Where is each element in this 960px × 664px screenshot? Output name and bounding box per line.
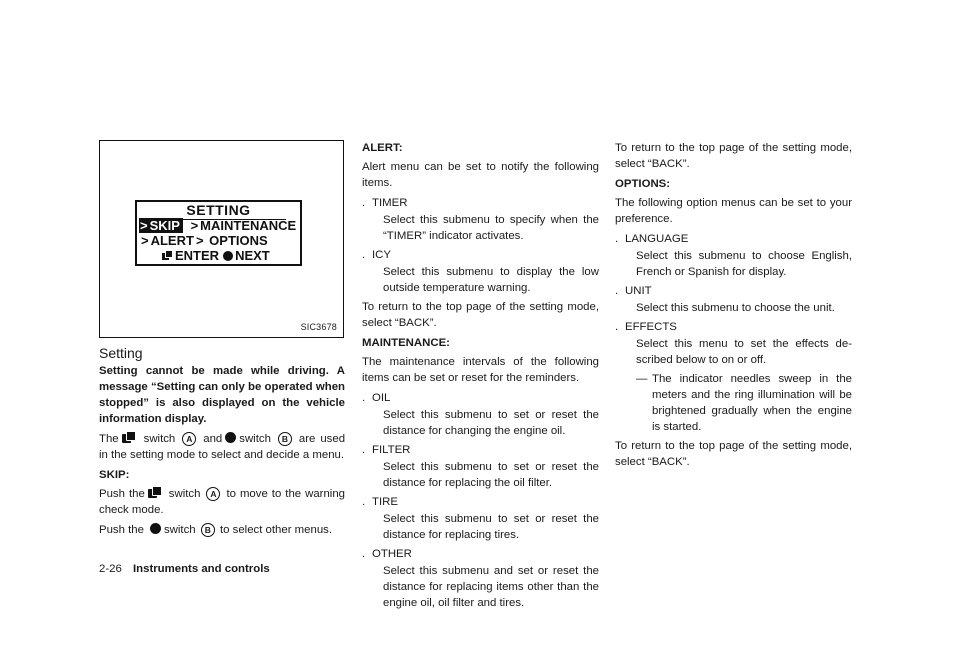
- list-item-description: Select this submenu to set or reset the distance for replacing the oil filter.: [383, 461, 599, 489]
- lcd-options: OPTIONS: [209, 233, 268, 248]
- section-title: Setting: [99, 345, 143, 361]
- figure-code: SIC3678: [300, 322, 337, 332]
- lcd-title: SETTING: [186, 202, 251, 218]
- list-item: . OIL: [362, 392, 391, 404]
- lcd-maintenance: MAINTENANCE: [200, 218, 297, 233]
- callout-a-icon: A: [182, 432, 196, 446]
- options-heading: OPTIONS:: [615, 178, 671, 190]
- list-item-description: Select this submenu to set or reset the distance for replacing tires.: [383, 513, 599, 541]
- list-item: . FILTER: [362, 444, 411, 456]
- callout-a-icon: A: [206, 487, 220, 501]
- list-item: . ICY: [362, 249, 391, 261]
- alert-intro: Alert menu can be set to notify the following items.: [362, 161, 599, 189]
- lcd-row-2: [139, 233, 268, 249]
- page-footer: [99, 563, 270, 575]
- options-intro: The following option menus can be set to your preference.: [615, 197, 852, 225]
- chevron-right-icon: >: [141, 233, 149, 248]
- column-1: [99, 363, 345, 542]
- list-item-description: Select this submenu and set or reset the distance for replacing items other than the engine oil, oil filter and tires.: [383, 565, 599, 609]
- maintenance-intro: The maintenance intervals of the following items can be set or reset for the reminders.: [362, 356, 599, 384]
- chevron-right-icon: >: [140, 218, 148, 233]
- column-3: [615, 140, 852, 474]
- alert-heading: ALERT:: [362, 142, 403, 154]
- lcd-enter: ENTER: [175, 248, 220, 263]
- chevron-right-icon: >: [195, 233, 204, 248]
- column-2: [362, 140, 599, 614]
- intro-paragraph: The switch A and switch B are used in the setting mode to select and decide a menu.: [99, 433, 346, 461]
- skip-paragraph-2: Push the switch B to select other menus.: [99, 524, 333, 536]
- setting-display-figure: [99, 140, 344, 338]
- skip-paragraph-1: Push the switch A to move to the warning check mode.: [99, 488, 345, 516]
- next-switch-icon: [223, 251, 233, 261]
- warning-text: Setting cannot be made while driving. A message “Setting can only be operated when stopped” is also displayed on the vehicle information display.: [99, 365, 345, 425]
- callout-b-icon: B: [278, 432, 292, 446]
- enter-switch-icon: [148, 486, 162, 499]
- skip-heading: SKIP:: [99, 469, 130, 481]
- lcd-alert: ALERT: [150, 233, 194, 248]
- chevron-right-icon: >: [190, 218, 199, 233]
- list-item-description: Select this menu to set the effects de-scribed below to on or off.: [636, 338, 852, 366]
- chapter-title: Instruments and controls: [132, 563, 270, 575]
- effects-detail: — The indicator needles sweep in the meters and the ring illumination will be brightened gradually when the engine is started.: [636, 373, 852, 433]
- lcd-screen-illustration: [135, 200, 302, 266]
- list-item: . OTHER: [362, 548, 412, 560]
- list-item-description: Select this submenu to set or reset the distance for changing the engine oil.: [383, 409, 599, 437]
- list-item-description: Select this submenu to display the low outside temperature warning.: [383, 266, 599, 294]
- lcd-skip-selected: > SKIP: [139, 218, 183, 233]
- maintenance-heading: MAINTENANCE:: [362, 337, 450, 349]
- lcd-row-1: [139, 218, 296, 234]
- list-item: . LANGUAGE: [615, 233, 689, 245]
- return-text-bottom: To return to the top page of the setting mode, select “BACK”.: [615, 440, 852, 468]
- list-item: . TIMER: [362, 197, 408, 209]
- page-number: 2-26: [99, 563, 122, 575]
- list-item-description: Select this submenu to specify when the “TIMER” indicator activates.: [383, 214, 599, 242]
- lcd-next: NEXT: [235, 248, 270, 263]
- alert-return-text: To return to the top page of the setting mode, select “BACK”.: [362, 301, 599, 329]
- callout-b-icon: B: [201, 523, 215, 537]
- list-item-description: Select this submenu to choose English, French or Spanish for display.: [636, 250, 852, 278]
- lcd-row-3: [162, 248, 270, 264]
- enter-switch-icon: [162, 250, 173, 261]
- list-item: . EFFECTS: [615, 321, 677, 333]
- list-item: . UNIT: [615, 285, 652, 297]
- next-switch-icon: [225, 432, 236, 443]
- list-item: . TIRE: [362, 496, 398, 508]
- list-item-description: Select this submenu to choose the unit.: [636, 302, 835, 314]
- enter-switch-icon: [122, 431, 136, 444]
- next-switch-icon: [150, 523, 161, 534]
- return-text-top: To return to the top page of the setting mode, select “BACK”.: [615, 142, 852, 170]
